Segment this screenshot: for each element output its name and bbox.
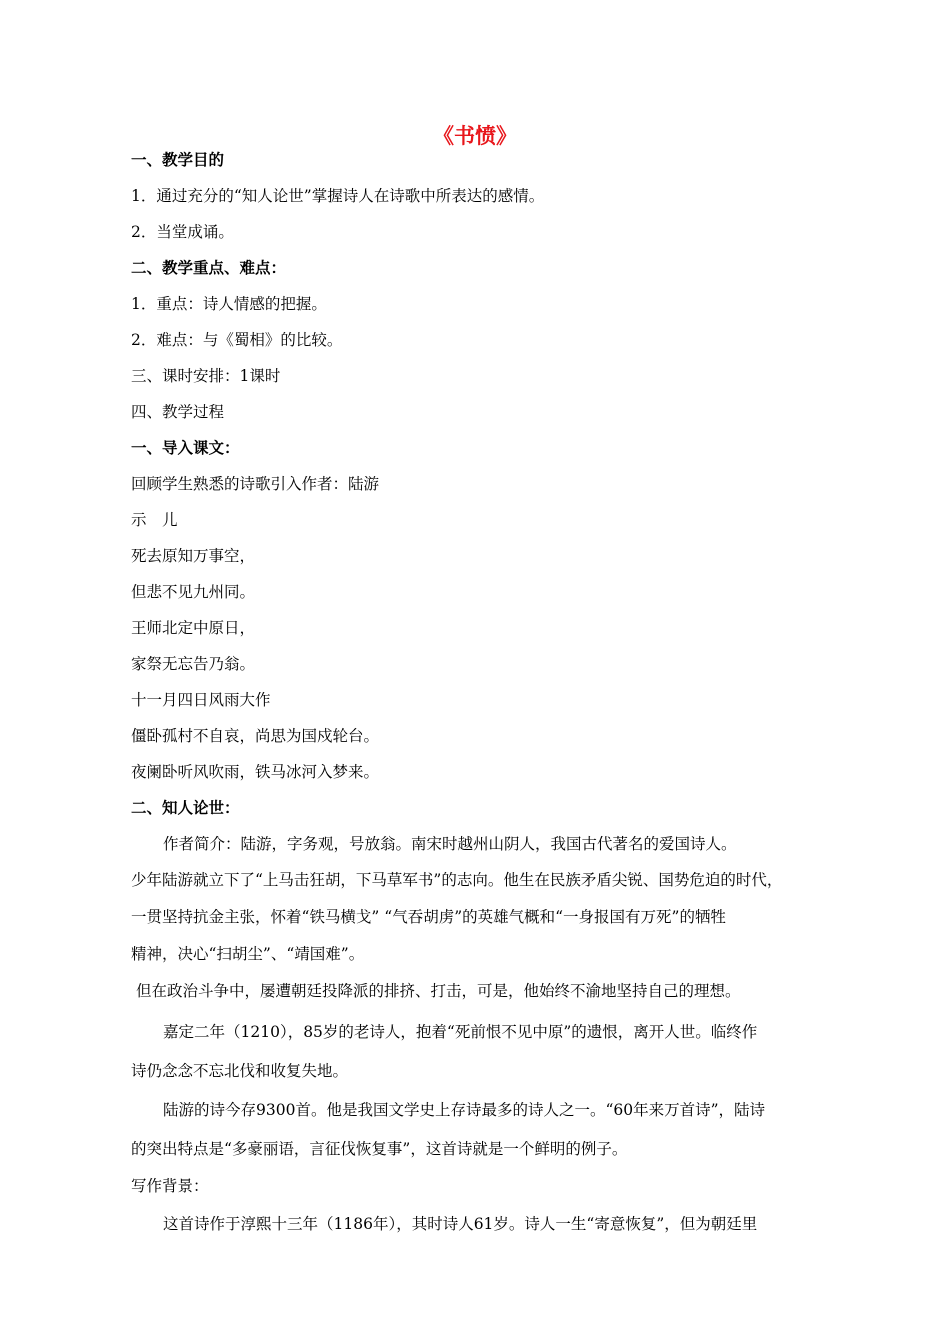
intro-lead: 回顾学生熟悉的诗歌引入作者：陆游: [131, 475, 380, 493]
paragraph-line: 一贯坚持抗金主张，怀着“铁马横戈” “气吞胡虏”的英雄气概和“一身报国有万死”的牺牲: [131, 908, 726, 926]
poem-line: 但悲不见九州同。: [131, 583, 256, 601]
poem-line: 死去原知万事空，: [131, 547, 256, 565]
section-heading-objectives: 一、教学目的: [131, 150, 225, 169]
key-point-item: 1．重点：诗人情感的把握。: [131, 295, 327, 313]
paragraph-line: 陆游的诗今存9300首。他是我国文学史上存诗最多的诗人之一。“60年来万首诗”，陆诗: [163, 1101, 766, 1119]
subheading-writing-background: 写作背景：: [131, 1177, 209, 1195]
poem-line: 夜阑卧听风吹雨，铁马冰河入梦来。: [131, 763, 380, 781]
section-heading-key-points: 二、教学重点、难点：: [131, 258, 287, 277]
paragraph-line: 作者简介：陆游，字务观，号放翁。南宋时越州山阴人，我国古代著名的爱国诗人。: [163, 835, 737, 853]
poem-title: 十一月四日风雨大作: [131, 691, 271, 709]
poem-line: 僵卧孤村不自哀，尚思为国戍轮台。: [131, 727, 380, 745]
paragraph-line: 但在政治斗争中，屡遭朝廷投降派的排挤、打击，可是，他始终不渝地坚持自己的理想。: [136, 982, 741, 1000]
section-schedule: 三、课时安排：1课时: [131, 367, 281, 385]
section-process: 四、教学过程: [131, 403, 225, 421]
section-heading-background: 二、知人论世：: [131, 798, 240, 817]
key-point-item: 2．难点：与《蜀相》的比较。: [131, 331, 343, 349]
document-title: 《书愤》: [433, 123, 517, 148]
paragraph-line: 的突出特点是“多豪丽语，言征伐恢复事”，这首诗就是一个鲜明的例子。: [131, 1140, 628, 1158]
objective-item: 1．通过充分的“知人论世”掌握诗人在诗歌中所表达的感情。: [131, 187, 545, 205]
objective-item: 2．当堂成诵。: [131, 223, 234, 241]
paragraph-line: 少年陆游就立下了“上马击狂胡，下马草军书”的志向。他生在民族矛盾尖锐、国势危迫的时代，: [131, 871, 783, 889]
poem-title: 示 儿: [131, 511, 178, 529]
paragraph-line: 嘉定二年（1210），85岁的老诗人，抱着“死前恨不见中原”的遗恨，离开人世。临终作: [163, 1023, 758, 1041]
paragraph-line: 诗仍念念不忘北伐和收复失地。: [131, 1062, 349, 1080]
poem-line: 家祭无忘告乃翁。: [131, 655, 256, 673]
section-heading-intro: 一、导入课文：: [131, 438, 240, 457]
paragraph-line: 精神，决心“扫胡尘”、“靖国难”。: [131, 945, 365, 963]
poem-line: 王师北定中原日，: [131, 619, 256, 637]
paragraph-line: 这首诗作于淳熙十三年（1186年），其时诗人61岁。诗人一生“寄意恢复”，但为朝廷里: [163, 1215, 758, 1233]
